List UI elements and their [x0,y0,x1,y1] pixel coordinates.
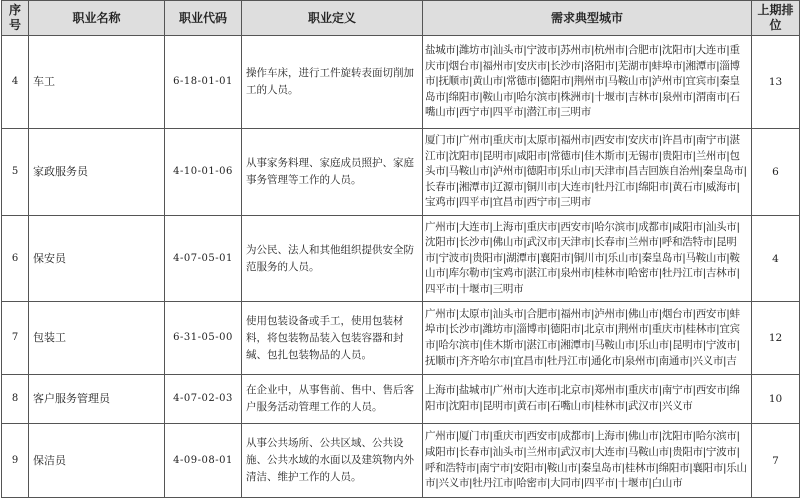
table-row [2,424,800,498]
row-code: 4-07-05-01 [165,216,242,302]
row-code: 6-31-05-00 [165,302,242,375]
header-no: 序号 [2,1,29,36]
header-code: 职业代码 [165,1,242,36]
row-definition: 在企业中，从事售前、售中、售后客户服务活动管理工作的人员。 [242,375,423,424]
row-cities: 厦门市|广州市|重庆市|太原市|福州市|西安市|安庆市|许昌市|南宁市|湛江市|沈阳市|昆明市|咸阳市|常德市|佳木斯市|无锡市|贵阳市|兰州市|包头市|马鞍山市|泸州市|德阳市|乐山市|天津市|昌吉回族自治州|秦皇岛市|长春市|湘潭市|辽源市|铜川市|大连市|牡丹江市|绵阳市|黄石市|威海市|宝鸡市|四平市|宜昌市|西宁市|三明市 [423,129,752,216]
row-definition: 操作车床，进行工件旋转表面切削加工的人员。 [242,36,423,129]
row-name: 保洁员 [29,424,165,498]
row-prev-rank: 12 [752,302,800,375]
row-no: 6 [2,216,29,302]
row-prev-rank: 10 [752,375,800,424]
row-no: 5 [2,129,29,216]
row-name: 包装工 [29,302,165,375]
header-definition: 职业定义 [242,1,423,36]
row-definition: 从事公共场所、公共区域、公共设施、公共水域的水面以及建筑物内外清洁、维护工作的人员。 [242,424,423,498]
table-body [2,36,800,498]
occupation-table [1,0,800,498]
table-row [2,36,800,129]
row-cities: 盐城市|潍坊市|汕头市|宁波市|苏州市|杭州市|合肥市|沈阳市|大连市|重庆市|烟台市|福州市|安庆市|长沙市|洛阳市|芜湖市|蚌埠市|湘潭市|淄博市|抚顺市|黄山市|常德市|德阳市|荆州市|马鞍山市|泸州市|宜宾市|秦皇岛市|绵阳市|鞍山市|哈尔滨市|株洲市|十堰市|吉林市|泉州市|渭南市|石嘴山市|西宁市|四平市|潜江市|三明市 [423,36,752,129]
row-name: 车工 [29,36,165,129]
row-code: 4-07-02-03 [165,375,242,424]
row-definition: 使用包装设备或手工，使用包装材料，将包装物品装入包装容器和封缄、包扎包装物品的人员。 [242,302,423,375]
table-row [2,129,800,216]
header-cities: 需求典型城市 [423,1,752,36]
row-no: 8 [2,375,29,424]
row-prev-rank: 4 [752,216,800,302]
row-name: 家政服务员 [29,129,165,216]
row-code: 4-09-08-01 [165,424,242,498]
row-cities: 广州市|大连市|上海市|重庆市|西安市|哈尔滨市|成都市|咸阳市|汕头市|沈阳市|长沙市|佛山市|武汉市|天津市|长春市|兰州市|呼和浩特市|昆明市|宁波市|贵阳市|湖潭市|襄阳市|铜川市|乐山市|秦皇岛市|马鞍山市|鞍山市|库尔勒市|宝鸡市|湛江市|泉州市|桂林市|哈密市|牡丹江市|吉林市|四平市|十堰市|三明市 [423,216,752,302]
row-no: 7 [2,302,29,375]
header-prev-rank: 上期排位 [752,1,800,36]
row-prev-rank: 7 [752,424,800,498]
row-cities: 广州市|太原市|汕头市|合肥市|福州市|泸州市|佛山市|烟台市|西安市|蚌埠市|长沙市|潍坊市|淄博市|德阳市|北京市|荆州市|重庆市|桂林市|宜宾市|哈尔滨市|佳木斯市|湛江市|湘潭市|马鞍山市|乐山市|昆明市|宁波市|抚顺市|齐齐哈尔市|宜昌市|牡丹江市|通化市|泉州市|南通市|兴义市|吉 [423,302,752,375]
row-cities: 广州市|厦门市|重庆市|西安市|成都市|上海市|佛山市|沈阳市|哈尔滨市|咸阳市|长春市|汕头市|兰州市|武汉市|大连市|马鞍山市|贵阳市|宁波市|呼和浩特市|南宁市|安阳市|鞍山市|秦皇岛市|桂林市|绵阳市|襄阳市|乐山市|兴义市|牡丹江市|哈密市|大同市|四平市|十堰市|白山市 [423,424,752,498]
row-definition: 为公民、法人和其他组织提供安全防范服务的人员。 [242,216,423,302]
row-cities: 上海市|盐城市|广州市|大连市|北京市|郑州市|重庆市|南宁市|西安市|绵阳市|沈阳市|昆明市|黄石市|石嘴山市|桂林市|武汉市|兴义市 [423,375,752,424]
table-header-row [2,1,800,36]
row-prev-rank: 13 [752,36,800,129]
table-row [2,375,800,424]
header-name: 职业名称 [29,1,165,36]
row-name: 保安员 [29,216,165,302]
row-code: 6-18-01-01 [165,36,242,129]
row-no: 9 [2,424,29,498]
row-no: 4 [2,36,29,129]
row-name: 客户服务管理员 [29,375,165,424]
row-code: 4-10-01-06 [165,129,242,216]
row-prev-rank: 6 [752,129,800,216]
table-row [2,216,800,302]
row-definition: 从事家务料理、家庭成员照护、家庭事务管理等工作的人员。 [242,129,423,216]
table-row [2,302,800,375]
